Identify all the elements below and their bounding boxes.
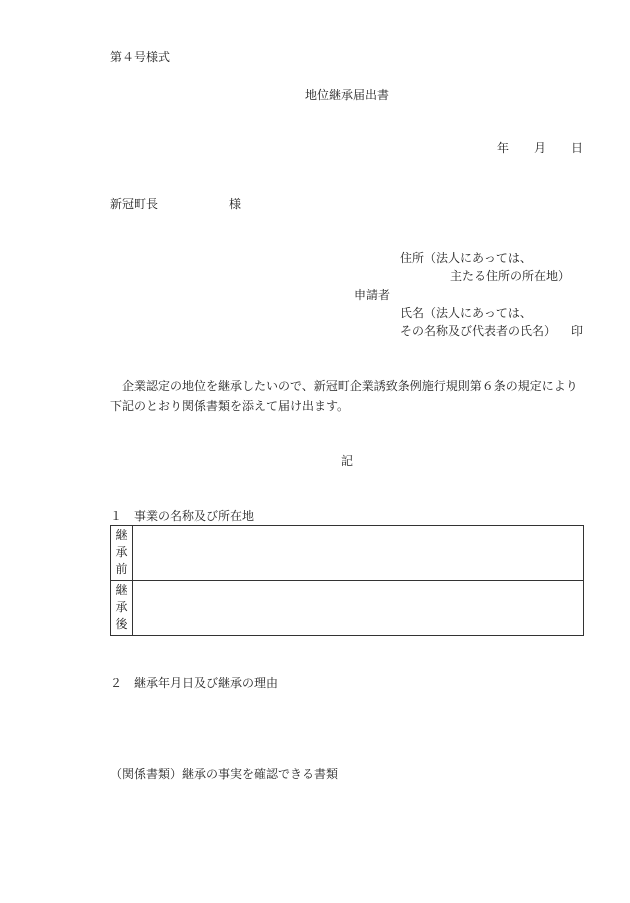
row-label-after [111, 581, 133, 635]
body-line-2: 下記のとおり関係書類を添えて届け出ます。 [110, 399, 350, 413]
document-title: 地位継承届出書 [305, 88, 390, 102]
table-row-after [111, 580, 583, 635]
section-2-heading: ２ 継承年月日及び継承の理由 [110, 676, 279, 690]
label-char: 承 [115, 600, 128, 614]
label-char: 継 [115, 528, 128, 542]
date-day-label: 日 [571, 141, 584, 155]
table-row-before [111, 526, 583, 580]
value-cell-before [133, 526, 583, 580]
form-number: 第４号様式 [110, 50, 171, 64]
label-char: 後 [115, 617, 128, 631]
body-line-1: 企業認定の地位を継承したいので、新冠町企業誘致条例施行規則第６条の規定により [122, 379, 578, 393]
applicant-address-label: 住所（法人にあっては、 [400, 251, 532, 265]
applicant-name-note: その名称及び代表者の氏名） [400, 324, 557, 338]
row-label-before [111, 526, 133, 580]
ki-heading: 記 [341, 454, 354, 468]
applicant-label: 申請者 [354, 288, 391, 302]
label-char: 継 [115, 583, 128, 597]
applicant-address-note: 主たる住所の所在地） [450, 269, 571, 283]
label-char: 承 [115, 545, 128, 559]
addressee-name: 新冠町長 [110, 197, 159, 211]
section-1-heading: １ 事業の名称及び所在地 [110, 509, 255, 523]
date-year-label: 年 [497, 141, 510, 155]
seal-mark: 印 [571, 324, 584, 338]
business-info-table [110, 525, 584, 636]
label-char: 前 [115, 562, 128, 576]
applicant-name-label: 氏名（法人にあっては、 [400, 306, 532, 320]
addressee-honorific: 様 [229, 197, 242, 211]
value-cell-after [133, 581, 583, 635]
related-documents: （関係書類）継承の事実を確認できる書類 [110, 767, 339, 781]
date-month-label: 月 [534, 141, 547, 155]
